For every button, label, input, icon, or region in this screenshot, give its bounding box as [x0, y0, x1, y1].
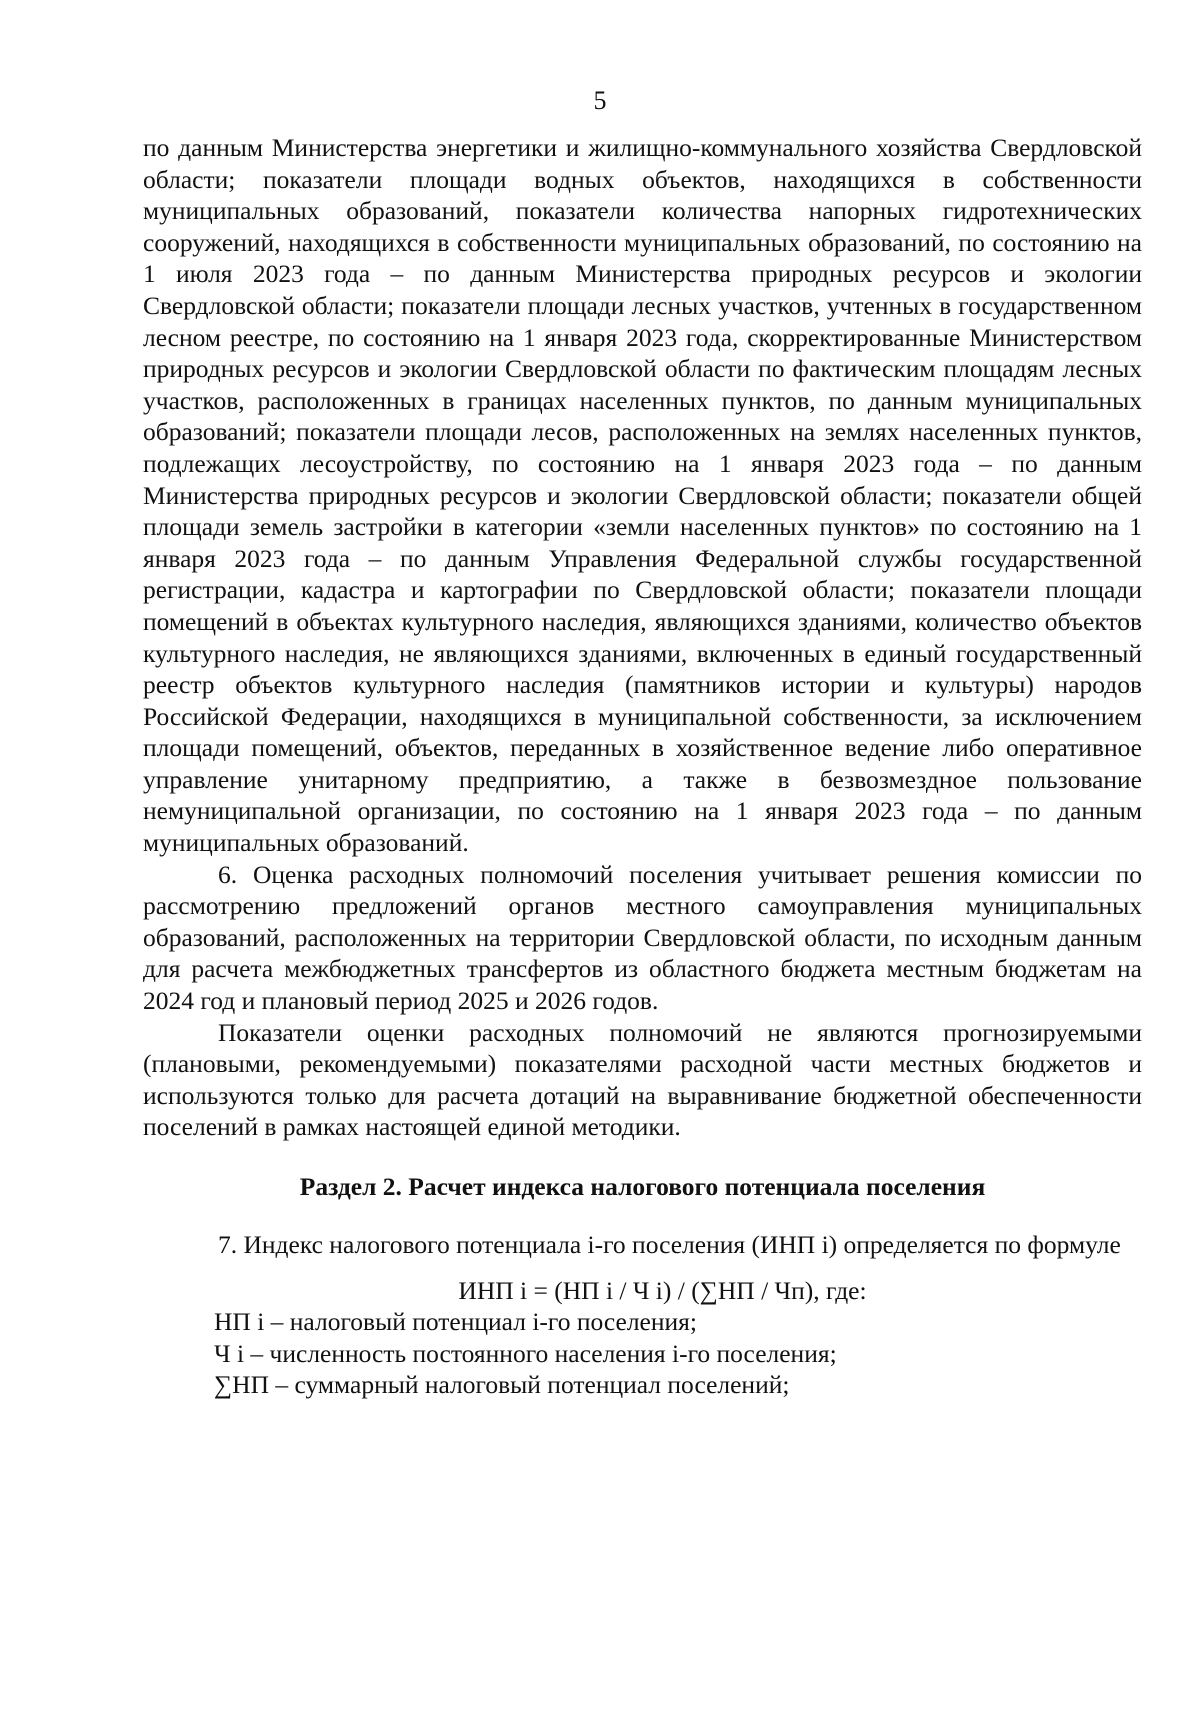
- paragraph-indicators-note: Показатели оценки расходных полномочий не являются прогнозируемыми (плановыми, рекомендуемыми) показателями расходной части местных бюджетов и используются только для расчета дотаций на выравнивание бюджетной обеспеченности поселений в рамках настоящей единой методики.: [143, 1017, 1142, 1142]
- page-number: 5: [593, 86, 607, 115]
- formula-definitions: [143, 1306, 1142, 1401]
- formula: ИНП i = (НП i / Ч i) / (∑НП / Чп), где:: [458, 1275, 867, 1305]
- definition-item: Ч i – численность постоянного населения i-го поселения;: [214, 1338, 837, 1368]
- document-body: [143, 132, 1142, 1401]
- paragraph-data-sources: по данным Министерства энергетики и жилищно-коммунального хозяйства Свердловской области; показатели площади водных объектов, находящихся в собственности муниципальных образований, показатели количества напорных гидротехнических сооружений, находящихся в собственности муниципальных образований, по состоянию на 1 июля 2023 года – по данным Министерства природных ресурсов и экологии Свердловской области; показатели площади лесных участков, учтенных в государственном лесном реестре, по состоянию на 1 января 2023 года, скорректированные Министерством природных ресурсов и экологии Свердловской области по фактическим площадям лесных участков, расположенных в границах населенных пунктов, по данным муниципальных образований; показатели площади лесов, расположенных на землях населенных пунктов, подлежащих лесоустройству, по состоянию на 1 января 2023 года – по данным Министерства природных ресурсов и экологии Свердловской области; показатели общей площади земель застройки в категории «земли населенных пунктов» по состоянию на 1 января 2023 года – по данным Управления Федеральной службы государственной регистрации, кадастра и картографии по Свердловской области; показатели площади помещений в объектах культурного наследия, являющихся зданиями, количество объектов культурного наследия, не являющихся зданиями, включенных в единый государственный реестр объектов культурного наследия (памятников истории и культуры) народов Российской Федерации, находящихся в муниципальной собственности, за исключением площади помещений, объектов, переданных в хозяйственное ведение либо оперативное управление унитарному предприятию, а также в безвозмездное пользование немуниципальной организации, по состоянию на 1 января 2023 года – по данным муниципальных образований.: [143, 133, 1142, 858]
- paragraph-6: 6. Оценка расходных полномочий поселения учитывает решения комиссии по рассмотрению предложений органов местного самоуправления муниципальных образований, расположенных на территории Свердловской области, по исходным данным для расчета межбюджетных трансфертов из областного бюджета местным бюджетам на 2024 год и плановый период 2025 и 2026 годов.: [143, 859, 1142, 1016]
- section-heading: Раздел 2. Расчет индекса налогового потенциала поселения: [299, 1172, 986, 1201]
- paragraph-7: 7. Индекс налогового потенциала i-го поселения (ИНП i) определяется по формуле: [218, 1230, 1121, 1259]
- definition-item: НП i – налоговый потенциал i-го поселения;: [214, 1307, 697, 1337]
- definition-item: ∑НП – суммарный налоговый потенциал поселений;: [214, 1370, 790, 1400]
